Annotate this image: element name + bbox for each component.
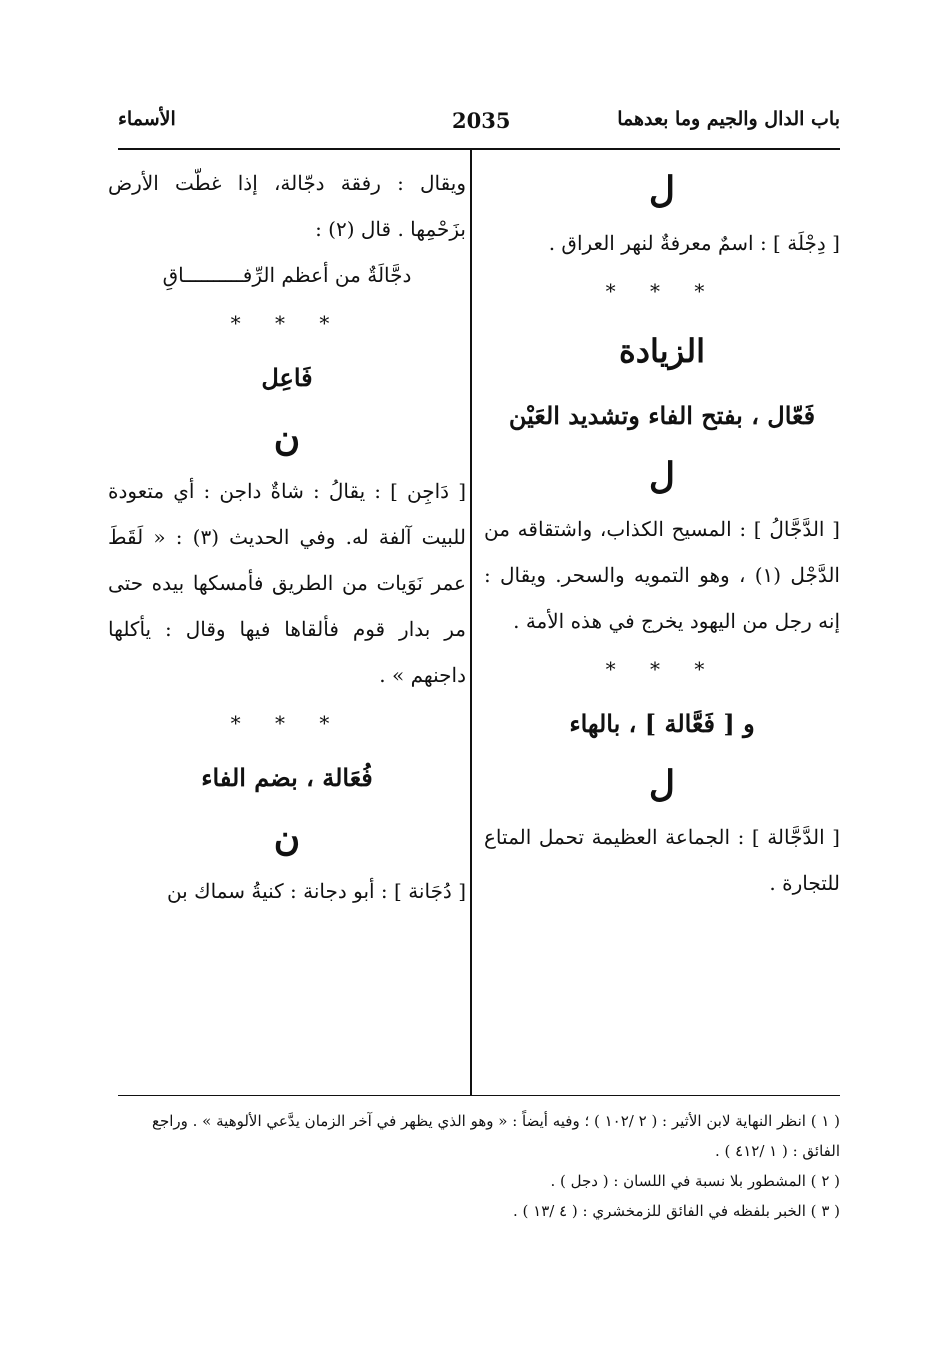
section-separator: * * *: [230, 711, 344, 735]
right-column: [484, 160, 840, 906]
verse-line: دجَّالَةٌ من أعظم الرِّفــــــــــاقِ: [162, 263, 412, 287]
entry-dajjal: [ الدَّجَّالُ ] : المسيح الكذاب، واشتقاقه من الدَّجْل (١) ، وهو التمويه والسحر. ويقال : إنه رجل من اليهود يخرج في هذه الأمة .: [484, 517, 840, 633]
column-divider: [470, 150, 472, 1095]
page-number: 2035: [452, 108, 511, 133]
footnote: ( ٣ ) الخبر بلفظه في الفائق للزمخشري : ( ٤ /١٣ ) .: [512, 1202, 840, 1220]
footnote: ( ١ ) انظر النهاية لابن الأثير : ( ٢ /١٠٢ ) ؛ وفيه أيضاً : « وهو الذي يظهر في آخر الزمان يدَّعي الألوهية » . وراجع الفائق : ( ١ /٤١٢ ) .: [151, 1112, 840, 1160]
pattern-heading: فَاعِل: [261, 363, 313, 392]
section-separator: * * *: [605, 279, 719, 303]
root-letter: ل: [648, 169, 676, 211]
footnote-rule: [118, 1095, 840, 1096]
entry-dujana: [ دُجَانة ] : أبو دجانة : كنيةُ سماك بن: [166, 879, 466, 903]
entry-dajin: [ دَاجِن ] : يقالُ : شاةٌ داجن : أي متعودة للبيت آلفة له. وفي الحديث (٣) : « لَقَطَ عمر نَوَيات من الطريق فأمسكها بيده حتى مر بدار قوم فألقاها فيها وقال : يأكلها داجنهم » .: [108, 479, 466, 687]
entry-dajjala: [ الدَّجَّالة ] : الجماعة العظيمة تحمل المتاع للتجارة .: [484, 825, 840, 895]
section-separator: * * *: [230, 311, 344, 335]
pattern-heading: فُعَالة ، بضم الفاء: [201, 763, 373, 792]
root-letter: ن: [273, 817, 301, 859]
section-separator: * * *: [605, 657, 719, 681]
root-letter: ل: [648, 763, 676, 805]
pattern-heading: فَعّال ، بفتح الفاء وتشديد العَيْن: [508, 401, 816, 430]
root-letter: ل: [648, 455, 676, 497]
entry-dijla: [ دِجْلَة ] : اسمٌ معرفةٌ لنهر العراق .: [548, 231, 840, 255]
footnotes: [118, 1106, 840, 1226]
header-rule: [118, 148, 840, 150]
root-letter: ن: [273, 417, 301, 459]
running-header-chapter: باب الدال والجيم وما بعدهما: [617, 108, 840, 130]
section-title: الزيادة: [619, 332, 705, 370]
pattern-heading: و [ فَعَّالة ] ، بالهاء: [569, 709, 755, 738]
left-column: [108, 160, 466, 914]
running-header-section: الأسماء: [118, 108, 176, 130]
footnote: ( ٢ ) المشطور بلا نسبة في اللسان : ( دجل ) .: [550, 1172, 840, 1190]
continued-text: ويقال : رفقة دجّالة، إذا غطّت الأرض بزَحْمِها . قال (٢) :: [108, 171, 466, 241]
